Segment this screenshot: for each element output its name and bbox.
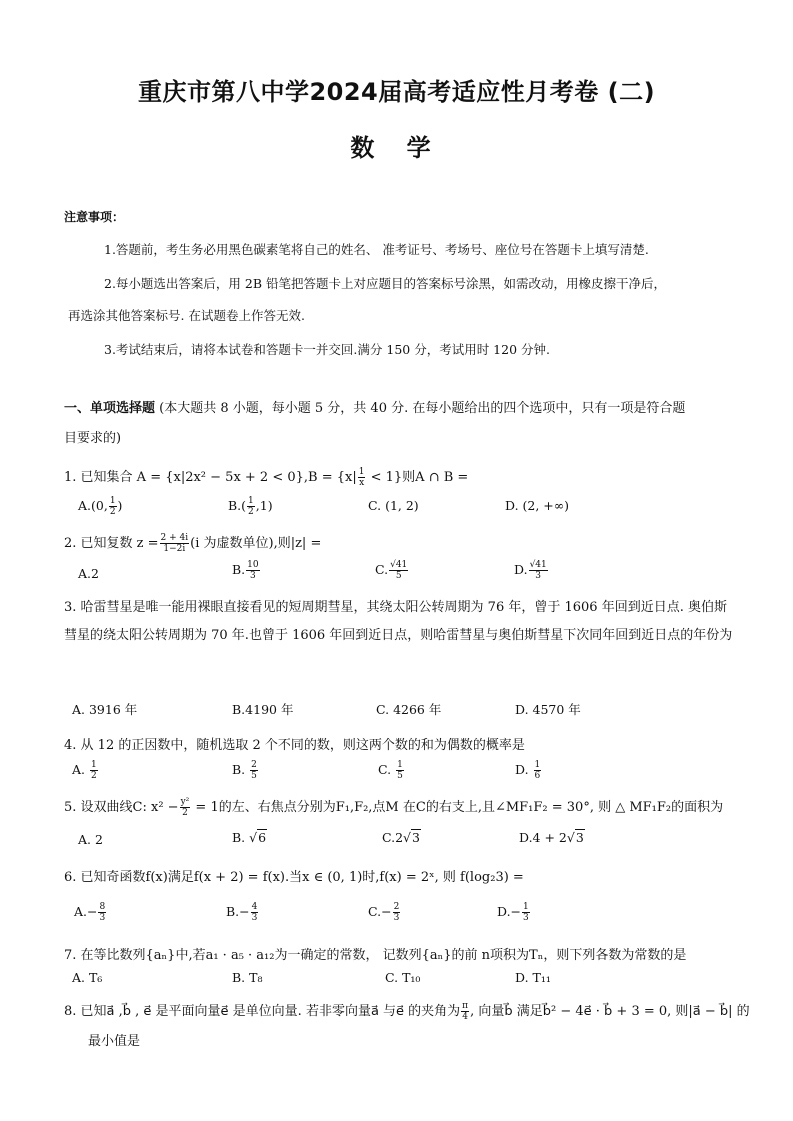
q1-a-post: ) <box>117 498 123 513</box>
q3-option-b[interactable]: B.4190 年 <box>232 702 294 717</box>
q4-b-pre: B. <box>232 762 246 777</box>
q4-b-fraction <box>250 760 258 781</box>
q5-b-root: 6 <box>258 830 267 845</box>
q6-d-num: 1 <box>523 902 529 912</box>
notice-item-2-cont: 再选涂其他答案标号. 在试题卷上作答无效. <box>68 308 305 323</box>
q1-b-post: ,1) <box>255 498 273 513</box>
q4-d-num: 1 <box>534 760 541 770</box>
q5-frac-num: y² <box>180 797 190 807</box>
q6-c-num: 2 <box>393 902 400 912</box>
q2-stem-fraction <box>160 533 190 554</box>
q8-stem-part-b: , 向量b⃗ 满足b⃗² − 4e⃗ · b⃗ + 3 = 0, 则|a⃗ − b⃗| 的 <box>470 1004 750 1019</box>
q1-a-fraction <box>109 496 117 517</box>
q5-b-pre: B. <box>232 830 246 845</box>
q1-option-c[interactable]: C. (1, 2) <box>368 498 419 513</box>
q5-d-pre: D.4 + 2 <box>519 830 567 845</box>
q1-b-den: 2 <box>248 507 254 517</box>
q6-option-d[interactable] <box>497 902 531 923</box>
q3-option-a[interactable]: A. 3916 年 <box>72 702 138 717</box>
q2-d-den: 3 <box>535 571 542 581</box>
q4-a-fraction <box>90 760 98 781</box>
q4-c-pre: C. <box>378 762 392 777</box>
q2-stem-part-a: 2. 已知复数 z = <box>64 536 159 551</box>
question-2-stem <box>64 532 321 554</box>
notice-item-3: 3.考试结束后，请将本试卷和答题卡一并交回.满分 150 分，考试用时 120 分钟. <box>104 342 550 357</box>
q6-d-fraction <box>522 902 530 923</box>
q8-stem-part-a: 8. 已知a⃗ ,b⃗ , e⃗ 是平面向量e⃗ 是单位向量. 若非零向量a⃗ 与e⃗ 的夹角为 <box>64 1004 461 1019</box>
section-1-desc: (本大题共 8 小题，每小题 5 分，共 40 分. 在每小题给出的四个选项中，只有一项是符合题 <box>159 401 686 416</box>
section-1-heading <box>64 396 685 422</box>
q2-c-den: 5 <box>395 571 402 581</box>
question-7-stem: 7. 在等比数列{aₙ}中,若a₁ · a₅ · a₁₂为一确定的常数， 记数列{aₙ}的前 n项积为Tₙ，则下列各数为常数的是 <box>64 948 687 963</box>
q6-d-pre: D.− <box>497 904 522 919</box>
q1-a-pre: A.(0, <box>78 498 108 513</box>
q5-d-root: 3 <box>575 830 584 845</box>
question-5-stem <box>64 796 723 818</box>
q6-c-pre: C.− <box>368 904 392 919</box>
question-4-stem: 4. 从 12 的正因数中，随机选取 2 个不同的数，则这两个数的和为偶数的概率是 <box>64 738 525 753</box>
q4-option-a[interactable] <box>72 760 99 781</box>
q1-b-fraction <box>247 496 255 517</box>
q2-frac-den: 1−2i <box>163 544 186 554</box>
q2-option-d[interactable] <box>514 560 549 581</box>
q4-a-pre: A. <box>72 762 86 777</box>
q4-c-num: 1 <box>397 760 403 770</box>
q6-c-den: 3 <box>393 913 400 923</box>
subject-title: 数 学 <box>350 134 443 162</box>
question-1-stem <box>64 466 468 488</box>
q1-b-num: 1 <box>248 496 254 506</box>
q4-b-num: 2 <box>251 760 257 770</box>
q2-b-pre: B. <box>232 562 246 577</box>
q5-stem-part-a: 5. 设双曲线C: x² − <box>64 800 179 815</box>
q5-frac-den: 2 <box>182 808 188 818</box>
q2-frac-num: 2 + 4i <box>160 533 189 543</box>
question-8-stem <box>64 1000 750 1022</box>
q6-b-den: 3 <box>251 913 258 923</box>
q7-option-d[interactable]: D. T₁₁ <box>515 970 551 985</box>
q5-option-d[interactable]: D.4 + 2√3 <box>519 830 584 845</box>
q5-c-pre: C.2 <box>382 830 404 845</box>
q6-option-c[interactable] <box>368 902 401 923</box>
q5-c-root: 3 <box>412 830 420 845</box>
q2-b-num: 10 <box>247 560 259 570</box>
question-3-stem: 3. 哈雷彗星是唯一能用裸眼直接看见的短周期彗星，其绕太阳公转周期为 76 年，曾于 1606 年回到近日点. 奥伯斯彗星的绕太阳公转周期为 70 年.也曾于 1606 年回到近日点，则哈雷彗星与奥伯斯彗星下次同年回到近日点的年份为 <box>64 600 733 643</box>
q6-a-num: 8 <box>99 902 106 912</box>
q6-c-fraction <box>393 902 401 923</box>
q6-b-pre: B.− <box>226 904 250 919</box>
q3-option-d[interactable]: D. 4570 年 <box>515 702 581 717</box>
q1-option-d[interactable]: D. (2, +∞) <box>505 498 570 513</box>
q5-option-a[interactable]: A. 2 <box>78 832 103 847</box>
q2-option-c[interactable] <box>375 560 409 581</box>
q5-stem-fraction <box>180 797 191 818</box>
q2-b-den: 3 <box>250 571 256 581</box>
q2-stem-part-b: (i 为虚数单位),则|z| = <box>190 536 322 551</box>
q1-a-den: 2 <box>109 507 116 517</box>
q1-a-num: 1 <box>109 496 116 506</box>
q6-b-num: 4 <box>251 902 258 912</box>
q4-c-fraction <box>396 760 404 781</box>
q2-option-b[interactable] <box>232 560 261 581</box>
q7-option-c[interactable]: C. T₁₀ <box>385 970 421 985</box>
q8-frac-num: π <box>462 1001 469 1011</box>
q2-c-fraction <box>389 560 408 581</box>
q2-d-fraction <box>529 560 548 581</box>
question-8-stem-cont: 最小值是 <box>88 1034 141 1049</box>
q6-a-fraction <box>98 902 106 923</box>
q3-option-c[interactable]: C. 4266 年 <box>376 702 442 717</box>
q1-option-b[interactable] <box>228 496 273 517</box>
q1-option-a[interactable] <box>78 496 122 517</box>
q4-option-d[interactable] <box>515 760 542 781</box>
q1-frac-num: 1 <box>358 467 365 477</box>
q4-d-pre: D. <box>515 762 529 777</box>
q2-d-pre: D. <box>514 562 528 577</box>
q2-b-fraction <box>246 560 259 581</box>
section-1-title: 一、单项选择题 <box>64 401 156 416</box>
q8-frac-den: 4 <box>462 1012 468 1022</box>
exam-title: 重庆市第八中学2024届高考适应性月考卷 (二) <box>137 78 656 106</box>
notice-heading: 注意事项： <box>64 210 125 224</box>
question-6-stem: 6. 已知奇函数f(x)满足f(x + 2) = f(x).当x ∈ (0, 1)时,f(x) = 2ˣ, 则 f(log₂3) = <box>64 870 524 885</box>
q4-a-num: 1 <box>91 760 97 770</box>
section-1-desc-cont: 目要求的) <box>64 431 122 446</box>
q6-d-den: 3 <box>523 913 529 923</box>
q2-c-num: √41 <box>390 560 408 570</box>
q5-stem-part-b: = 1的左、右焦点分别为F₁,F₂,点M 在C的右支上,且∠MF₁F₂ = 30°, 则 △ MF₁F₂的面积为 <box>191 800 724 815</box>
q6-a-pre: A.− <box>74 904 98 919</box>
q6-a-den: 3 <box>99 913 106 923</box>
q5-option-b[interactable]: B. √6 <box>232 830 267 845</box>
q1-frac-den: x <box>359 478 365 488</box>
q1-stem-fraction <box>358 467 366 488</box>
q4-d-fraction <box>534 760 542 781</box>
notice-item-1: 1.答题前，考生务必用黑色碳素笔将自己的姓名、 准考证号、考场号、座位号在答题卡上填写清楚. <box>104 242 649 257</box>
q2-d-num: √41 <box>529 560 547 570</box>
q8-stem-fraction <box>461 1001 469 1022</box>
q7-option-a[interactable]: A. T₆ <box>72 970 103 985</box>
q6-b-fraction <box>251 902 259 923</box>
q4-option-b[interactable] <box>232 760 259 781</box>
notice-item-2: 2.每小题选出答案后，用 2B 铅笔把答题卡上对应题目的答案标号涂黑，如需改动，用橡皮擦干净后， <box>104 276 667 291</box>
q6-option-b[interactable] <box>226 902 259 923</box>
q4-b-den: 5 <box>251 771 257 781</box>
q4-a-den: 2 <box>91 771 97 781</box>
q6-option-a[interactable] <box>74 902 107 923</box>
q1-stem-part-b: < 1}则A ∩ B = <box>366 470 469 485</box>
q4-option-c[interactable] <box>378 760 405 781</box>
q7-option-b[interactable]: B. T₈ <box>232 970 263 985</box>
q1-b-pre: B.( <box>228 498 247 513</box>
q1-stem-part-a: 1. 已知集合 A = {x|2x² − 5x + 2 < 0},B = {x| <box>64 470 357 485</box>
q5-option-c[interactable]: C.2√3 <box>382 830 420 845</box>
q2-c-pre: C. <box>375 562 389 577</box>
q4-c-den: 5 <box>397 771 403 781</box>
q2-option-a[interactable]: A.2 <box>78 566 99 581</box>
q4-d-den: 6 <box>534 771 541 781</box>
